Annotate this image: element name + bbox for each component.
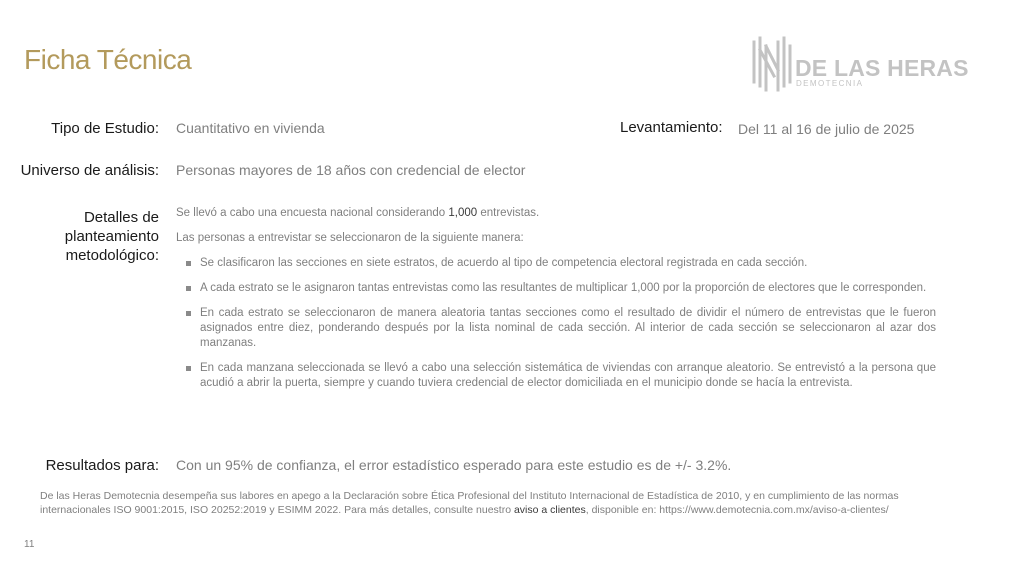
tipo-estudio-value: Cuantitativo en vivienda — [176, 120, 325, 136]
company-logo — [750, 36, 969, 96]
levantamiento-label: Levantamiento: — [620, 119, 723, 136]
list-item-text: A cada estrato se le asignaron tantas entrevistas como las resultantes de multiplicar 1,000 por la proporción de electores que le corresponden. — [200, 282, 927, 294]
page-title: Ficha Técnica — [24, 44, 192, 75]
detalles-label-line: planteamiento — [64, 228, 159, 245]
resultados-value: Con un 95% de confianza, el error estadístico esperado para este estudio es de +/- 3.2%. — [176, 457, 732, 473]
bullet-square-icon — [186, 366, 191, 371]
universo-value: Personas mayores de 18 años con credencial de elector — [176, 162, 526, 178]
list-item-text: Se clasificaron las secciones en siete estratos, de acuerdo al tipo de competencia electoral registrada en cada sección. — [200, 257, 808, 269]
survey-intro-text-end: entrevistas. — [477, 207, 540, 219]
aviso-clientes-link[interactable]: aviso a clientes — [513, 504, 586, 516]
bullet-square-icon — [186, 311, 191, 316]
list-item — [176, 256, 936, 271]
levantamiento-value: Del 11 al 16 de julio de 2025 — [738, 121, 915, 137]
bullet-square-icon — [186, 286, 191, 291]
interview-count: 1,000 — [448, 207, 478, 219]
detalles-label — [65, 208, 159, 265]
universo-label: Universo de análisis: — [20, 162, 159, 179]
survey-intro-text: Se llevó a cabo una encuesta nacional considerando — [176, 207, 449, 219]
methodology-details — [176, 206, 936, 401]
logo-subtitle: DEMOTECNIA — [796, 79, 864, 88]
list-item — [176, 306, 936, 351]
list-item — [176, 361, 936, 391]
detalles-label-line: Detalles de — [83, 209, 159, 226]
footer-text: De las Heras Demotecnia desempeña sus labores en apego a la Declaración sobre Ética Profesional del Instituto Internacional de Estadística de 2010, y en cumplimiento de las normas internacionales ISO 9001:2015, ISO 20252:2019 y ESIMM 2022. Para más detalles, consulte nuestro — [40, 490, 899, 516]
resultados-label: Resultados para: — [45, 457, 159, 474]
detalles-label-line: metodológico: — [65, 247, 159, 264]
list-item-text: En cada manzana seleccionada se llevó a cabo una selección sistemática de viviendas con arranque aleatorio. Se entrevistó a la persona que acudió a abrir la puerta, siempre y cuando tuviera credencial de elector domiciliada en el municipio donde se hacía la entrevista. — [200, 362, 936, 389]
footer-disclaimer — [40, 489, 970, 517]
logo-wordmark: DE LAS HERAS — [795, 55, 969, 81]
list-item-text: En cada estrato se seleccionaron de manera aleatoria tantas secciones como el resultado de dividir el número de entrevistas que le fueron asignados entre diez, ponderando después por la lista nominal de cada sección. Al interior de cada sección se seleccionaron al azar dos manzanas. — [200, 307, 936, 349]
selection-intro: Las personas a entrevistar se seleccionaron de la siguiente manera: — [176, 232, 524, 244]
bullet-square-icon — [186, 261, 191, 266]
survey-intro — [176, 206, 936, 221]
list-item — [176, 281, 936, 296]
page-number: 11 — [24, 539, 35, 550]
methodology-bullet-list — [176, 256, 936, 391]
tipo-estudio-label: Tipo de Estudio: — [51, 120, 159, 137]
logo-mark-icon — [750, 36, 794, 96]
footer-text-end: , disponible en: https://www.demotecnia.com.mx/aviso-a-clientes/ — [585, 504, 889, 516]
